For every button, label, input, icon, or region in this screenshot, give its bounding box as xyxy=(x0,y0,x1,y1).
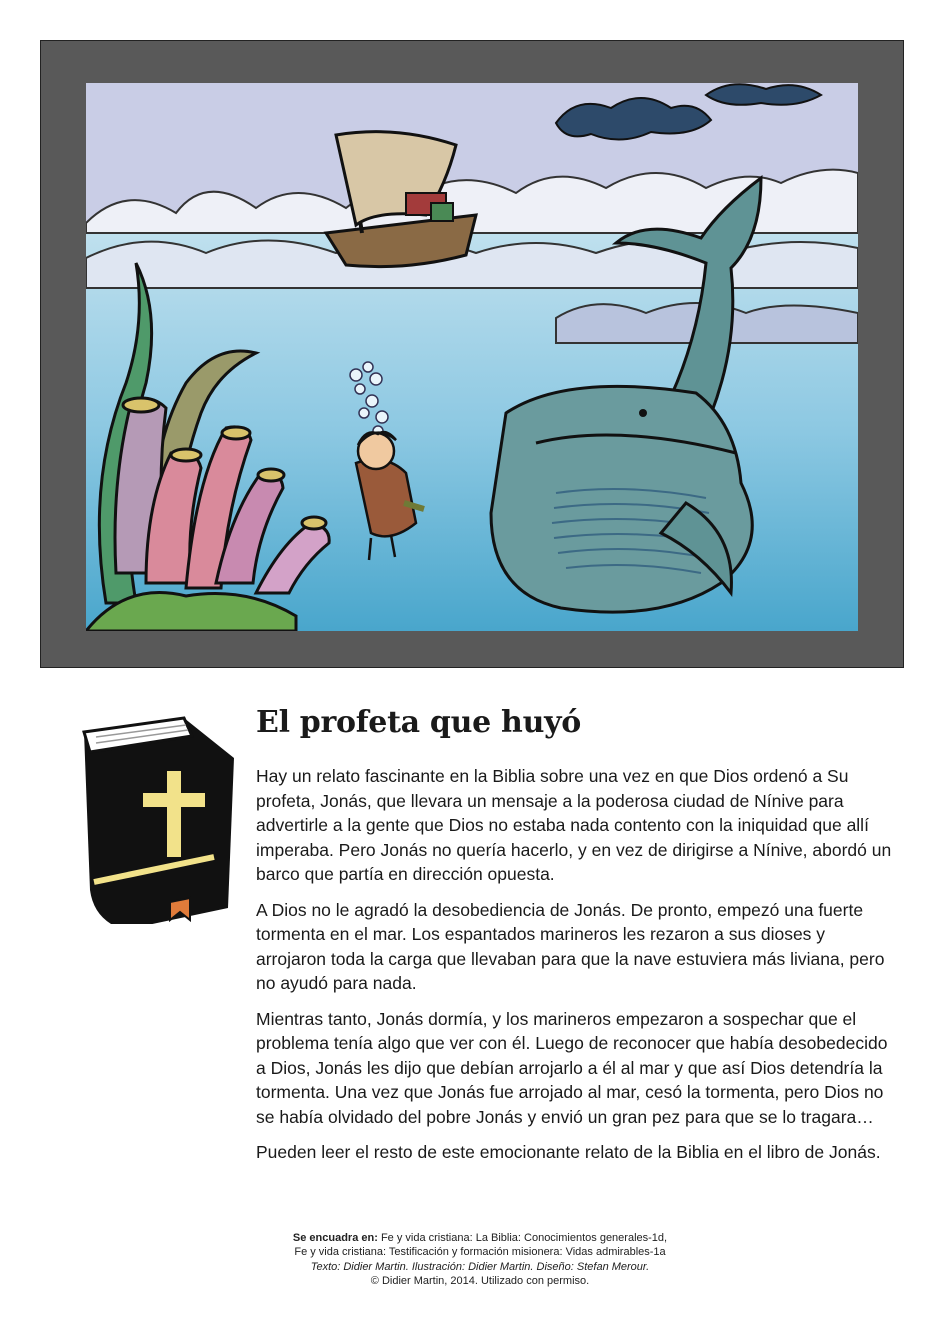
credits-copyright: © Didier Martin, 2014. Utilizado con permiso. xyxy=(370,1274,590,1287)
page-title: El profeta que huyó xyxy=(256,705,581,740)
credits-label: Se encuadra en: xyxy=(292,1232,378,1244)
paragraph: A Dios no le agradó la desobediencia de Jonás. De pronto, empezó una fuerte tormenta en el mar. Los espantados marineros les rezaron a sus dioses y arrojaron toda la carga que llevaban para que la nave estuviera más liviana, pero no ayudó para nada. xyxy=(256,899,885,993)
jonah-whale-illustration xyxy=(86,83,858,631)
whale-body xyxy=(491,386,752,612)
credits-category-1: Fe y vida cristiana: La Biblia: Conocimientos generales-1d, xyxy=(377,1232,668,1244)
paragraph: Mientras tanto, Jonás dormía, y los marineros empezaron a sospechar que el problema tenía algo que ver con él. Luego de reconocer que había desobedecido a Dios, Jonás les dijo que debían arrojarlo a él al mar y que así Dios detendría la tormenta. Una vez que Jonás fue arrojado al mar, cesó la tormenta, pero Dios no se había olvidado del pobre Jonás y envió un gran pez para que se lo tragara… xyxy=(256,1008,888,1127)
credits xyxy=(200,1231,760,1288)
bible-icon xyxy=(74,712,242,924)
credits-authors: Texto: Didier Martin. Ilustración: Didier Martin. Diseño: Stefan Merour. xyxy=(310,1260,650,1273)
credits-line-1 xyxy=(200,1231,760,1245)
storm-cloud xyxy=(706,84,821,105)
credits-category-2: Fe y vida cristiana: Testificación y formación misionera: Vidas admirables-1a xyxy=(294,1246,666,1259)
paragraph: Pueden leer el resto de este emocionante relato de la Biblia en el libro de Jonás. xyxy=(256,1142,881,1162)
paragraph: Hay un relato fascinante en la Biblia sobre una vez en que Dios ordenó a Su profeta, Jonás, que llevara un mensaje a la poderosa ciudad de Nínive para advertirle a la gente que Dios no estaba nada contento con la iniquidad que allí imperaba. Pero Jonás no quería hacerlo, y en vez de dirigirse a Nínive, abordó un barco que partía en dirección opuesta. xyxy=(256,766,892,884)
illustration-frame xyxy=(40,40,904,668)
whale-eye xyxy=(639,409,647,417)
story-text xyxy=(256,764,896,1176)
